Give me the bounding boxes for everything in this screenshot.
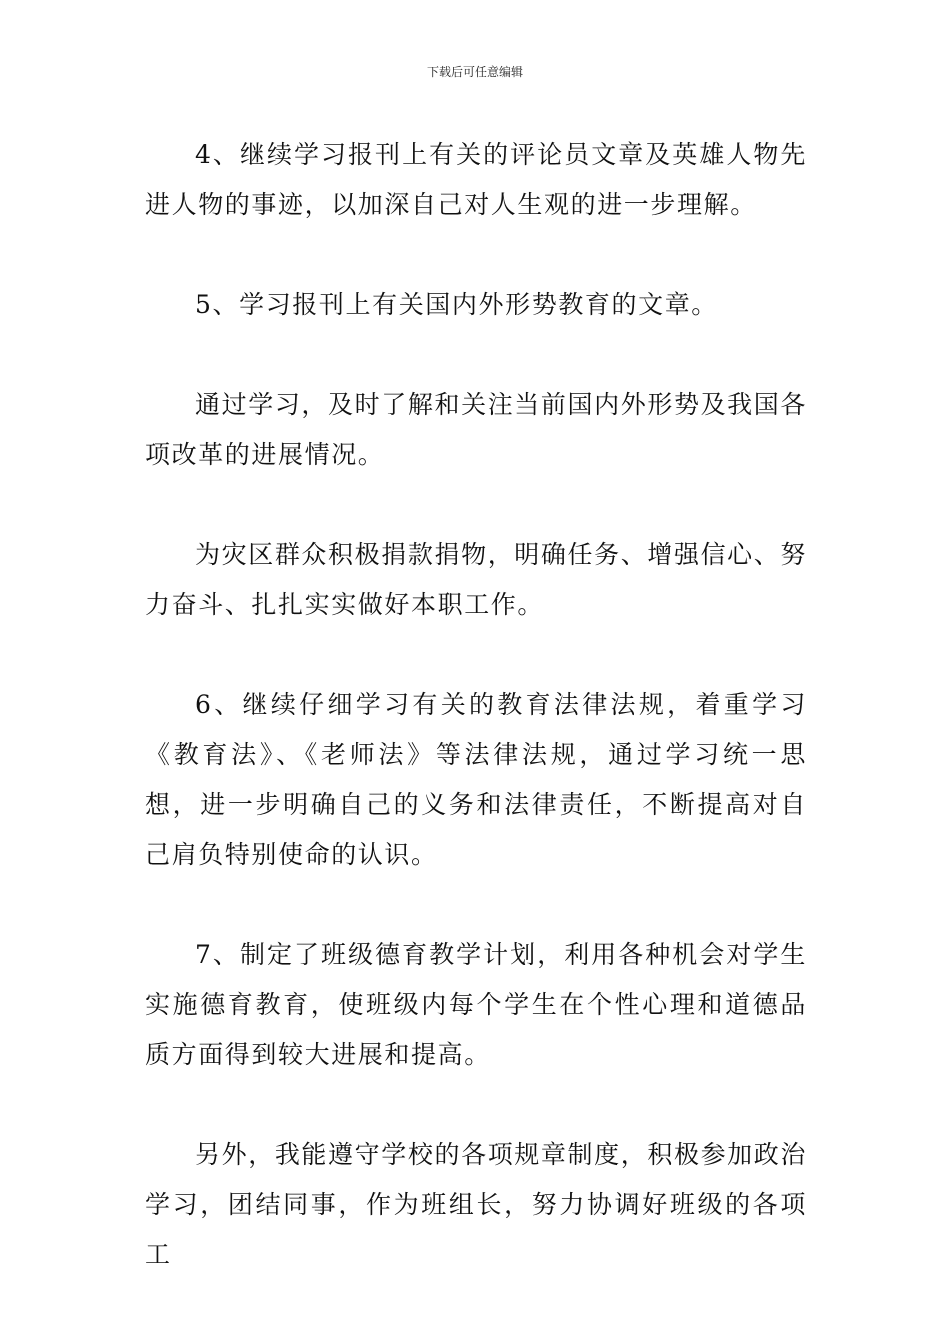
paragraph-item-5: 5、学习报刊上有关国内外形势教育的文章。	[195, 290, 718, 319]
document-body	[145, 130, 807, 1330]
page-header: 下载后可任意编辑	[426, 65, 523, 79]
paragraph-item-6: 6、继续仔细学习有关的教育法律法规，着重学习《教育法》、《老师法》等法律法规，通过学习统一思想，进一步明确自己的义务和法律责任，不断提高对自己肩负特别使命的认识。	[145, 690, 807, 869]
paragraph-study-result: 通过学习，及时了解和关注当前国内外形势及我国各项改革的进展情况。	[145, 390, 807, 469]
paragraph-disaster-donation: 为灾区群众积极捐款捐物，明确任务、增强信心、努力奋斗、扎扎实实做好本职工作。	[145, 540, 807, 619]
paragraph-item-4: 4、继续学习报刊上有关的评论员文章及英雄人物先进人物的事迹，以加深自己对人生观的进一步理解。	[145, 140, 807, 219]
paragraph-additionally: 另外，我能遵守学校的各项规章制度，积极参加政治学习，团结同事，作为班组长，努力协调好班级的各项工	[145, 1140, 807, 1269]
paragraph-item-7: 7、制定了班级德育教学计划，利用各种机会对学生实施德育教育，使班级内每个学生在个性心理和道德品质方面得到较大进展和提高。	[145, 940, 807, 1069]
